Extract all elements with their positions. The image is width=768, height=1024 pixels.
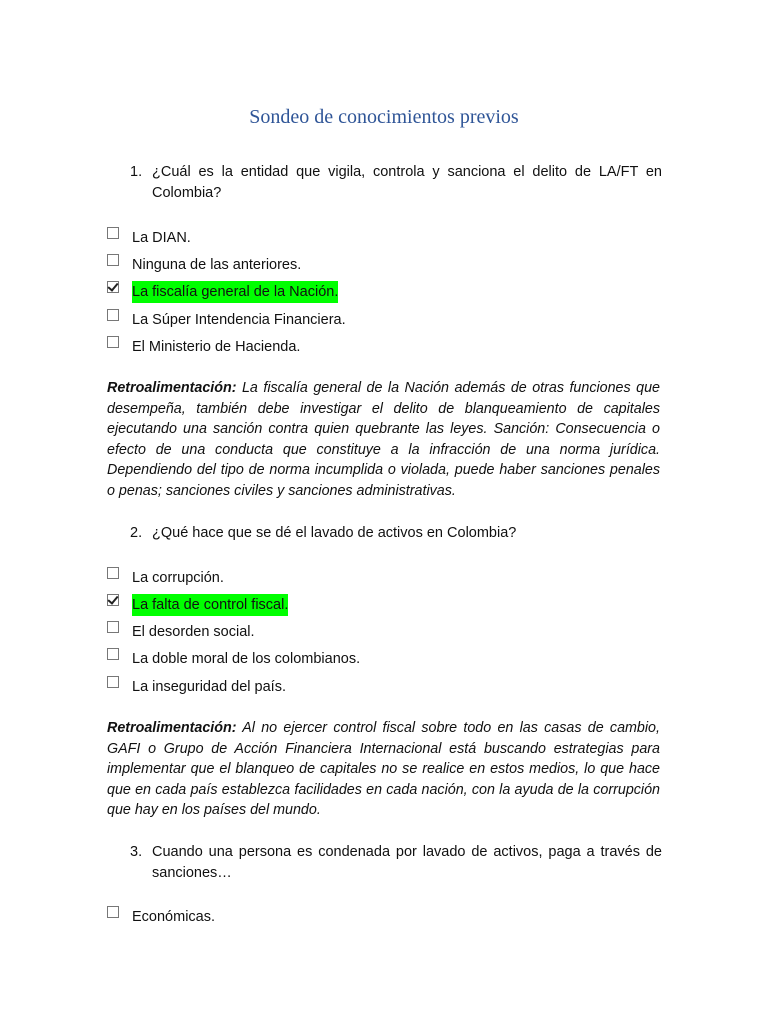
question-number: 1. bbox=[130, 164, 143, 180]
checked-checkbox-icon[interactable] bbox=[107, 281, 119, 293]
question-number: 2. bbox=[130, 525, 143, 541]
checkbox-icon[interactable] bbox=[107, 309, 119, 321]
option-label: La Súper Intendencia Financiera. bbox=[132, 312, 346, 328]
checked-checkbox-icon[interactable] bbox=[107, 594, 119, 606]
checkbox-icon[interactable] bbox=[107, 621, 119, 633]
feedback-label: Retroalimentación: bbox=[107, 380, 237, 396]
question-text: Cuando una persona es condenada por lavado de activos, paga a través de sanciones… bbox=[152, 844, 662, 881]
feedback-text: Al no ejercer control fiscal sobre todo en las casas de cambio, GAFI o Grupo de Acción Financiera Internacional está buscando estrategias para implementar que el blanqueo de capitales no se realice en estos medios, lo que hace que en cada país establezca facilidades en cada nación, con la ayuda de la corrupción que hay en los países del mundo. bbox=[107, 720, 660, 819]
option-label: Económicas. bbox=[132, 909, 216, 925]
option-label-highlighted: La falta de control fiscal. bbox=[132, 594, 288, 616]
checkbox-icon[interactable] bbox=[107, 254, 119, 266]
option-label: El Ministerio de Hacienda. bbox=[132, 339, 301, 355]
option-label: La inseguridad del país. bbox=[132, 679, 286, 695]
option-label: La DIAN. bbox=[132, 230, 191, 246]
checkbox-icon[interactable] bbox=[107, 567, 119, 579]
checkbox-icon[interactable] bbox=[107, 648, 119, 660]
checkbox-icon[interactable] bbox=[107, 906, 119, 918]
question-3 bbox=[130, 842, 662, 884]
checkbox-icon[interactable] bbox=[107, 676, 119, 688]
question-2 bbox=[130, 523, 662, 544]
question-text: ¿Qué hace que se dé el lavado de activos en Colombia? bbox=[152, 525, 517, 541]
option-label-highlighted: La fiscalía general de la Nación. bbox=[132, 281, 338, 303]
question-text: ¿Cuál es la entidad que vigila, controla y sanciona el delito de LA/FT en Colombia? bbox=[152, 164, 662, 201]
checkbox-icon[interactable] bbox=[107, 336, 119, 348]
option-label: Ninguna de las anteriores. bbox=[132, 257, 302, 273]
question-number: 3. bbox=[130, 844, 143, 860]
option-label: El desorden social. bbox=[132, 624, 255, 640]
option-label: La doble moral de los colombianos. bbox=[132, 651, 361, 667]
checkbox-icon[interactable] bbox=[107, 227, 119, 239]
feedback-text: La fiscalía general de la Nación además de otras funciones que desempeña, también debe investigar el delito de blanqueamiento de capitales ejecutando una sanción contra quien quebrante las leyes. Sanción: Consecuencia o efecto de una conducta que constituye a la infracción de una norma jurídica. Dependiendo del tipo de norma incumplida o violada, puede haber sanciones penales o penas; sanciones civiles y sanciones administrativas. bbox=[107, 380, 660, 499]
page-title: Sondeo de conocimientos previos bbox=[249, 106, 519, 128]
option-label: La corrupción. bbox=[132, 570, 224, 586]
feedback-2 bbox=[107, 718, 660, 821]
feedback-1 bbox=[107, 378, 660, 502]
question-1 bbox=[130, 162, 662, 204]
feedback-label: Retroalimentación: bbox=[107, 720, 237, 736]
